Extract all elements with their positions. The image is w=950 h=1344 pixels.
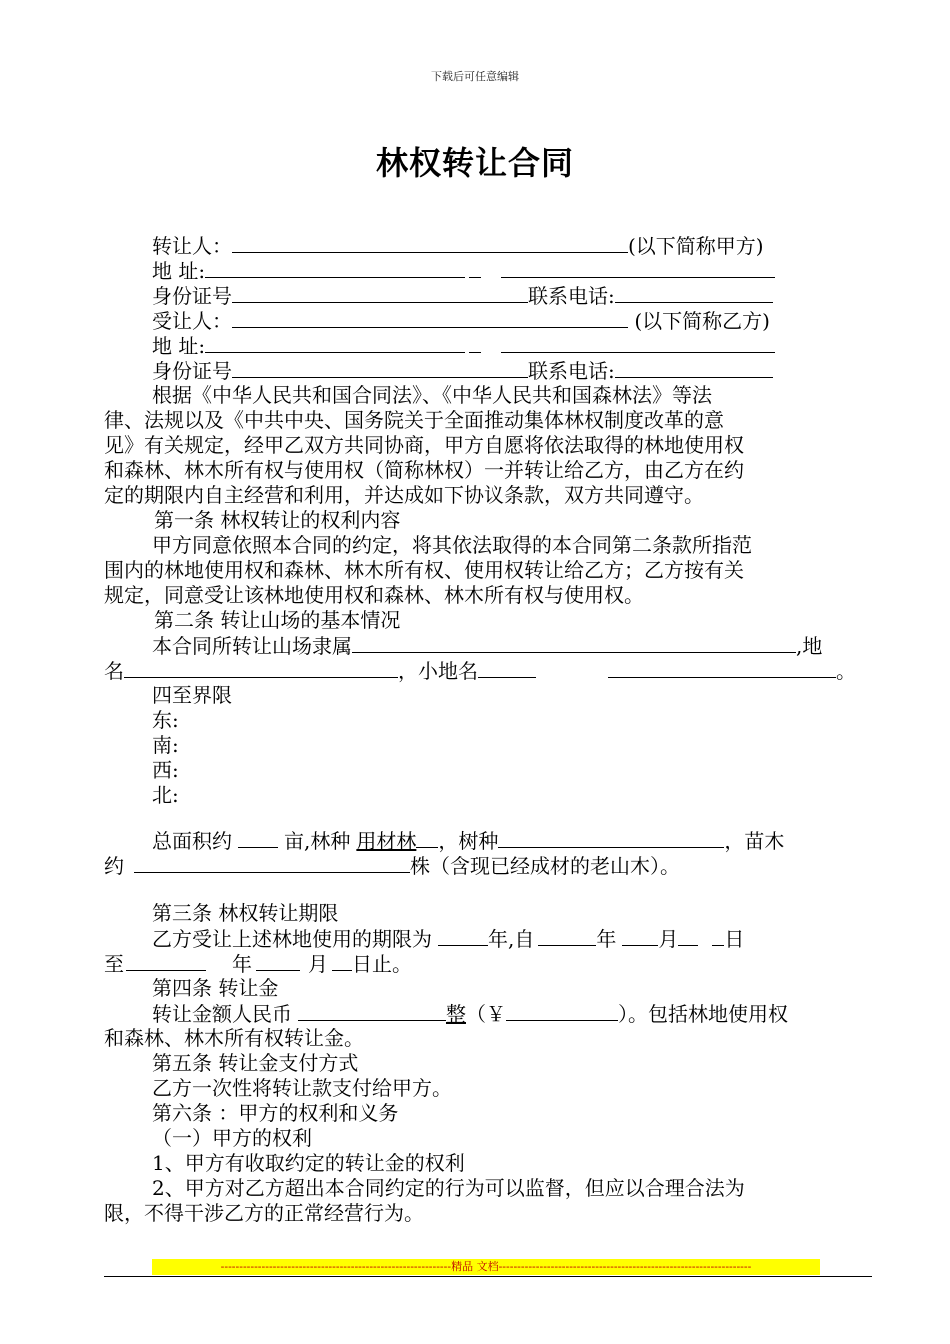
article-3-line-1 [152, 926, 744, 951]
amount-figure-blank-2[interactable] [598, 1001, 618, 1021]
boundary-east: 东: [152, 708, 179, 732]
end-year-label: 年 [232, 952, 252, 976]
mountain-affiliation-blank[interactable] [352, 633, 796, 653]
transferor-id-blank-2[interactable] [252, 283, 528, 303]
article-5-title: 第五条 转让金支付方式 [152, 1051, 359, 1075]
article-4-line-2: 和森林、林木所有权转让金。 [104, 1026, 364, 1050]
forest-type-label: 亩,林种 [284, 829, 351, 853]
footer-dashes-left: -------------------------------------------------------------- [220, 1260, 452, 1273]
start-day-blank-2[interactable] [712, 926, 724, 946]
article-6-title: 第六条 ：甲方的权利和义务 [152, 1101, 399, 1125]
transferee-blank-1[interactable] [232, 308, 280, 328]
article-1-line-3: 规定，同意受让该林地使用权和森林、林木所有权与使用权。 [104, 583, 644, 607]
transferee-label: 受让人： [152, 309, 232, 333]
transferor-blank-1[interactable] [232, 233, 280, 253]
area-line-2 [104, 853, 680, 878]
transferor-blank-3[interactable] [510, 233, 628, 253]
amount-figure-blank[interactable] [506, 1001, 598, 1021]
amount-label: 转让金额人民币 [152, 1002, 292, 1026]
article-6-item-2-line-2: 限，不得干涉乙方的正常经营行为。 [104, 1201, 424, 1225]
seedling-count-suffix: 株（含现已经成材的老山木）。 [410, 854, 680, 878]
transferor-id-blank-1[interactable] [232, 283, 252, 303]
transferor-phone-blank[interactable] [615, 283, 725, 303]
small-place-name-blank-2[interactable] [608, 658, 836, 678]
intro-line-3: 见》有关规定，经甲乙双方共同协商，甲方自愿将依法取得的林地使用权 [104, 433, 744, 457]
transferee-phone-label: 联系电话: [528, 359, 615, 383]
transferor-address-blank-3[interactable] [501, 258, 775, 278]
start-year-label: 年 [596, 927, 617, 951]
forest-type-value[interactable]: 用材林 [356, 829, 417, 853]
start-month-label: 月 [658, 927, 679, 951]
boundary-south: 南: [152, 733, 179, 757]
end-month-blank[interactable] [256, 951, 300, 971]
transferor-address-blank-1[interactable] [205, 258, 465, 278]
small-place-name-end: 。 [836, 659, 856, 683]
transferor-blank-2[interactable] [280, 233, 510, 253]
small-place-name-blank-1[interactable] [478, 658, 536, 678]
tree-species-blank-1[interactable] [498, 828, 520, 848]
transferor-suffix: (以下简称甲方) [628, 234, 764, 258]
transferee-address-blank-1[interactable] [205, 333, 465, 353]
transferee-address-label: 地 址: [152, 334, 206, 358]
term-label: 乙方受让上述林地使用的期限为 [152, 927, 432, 951]
amount-yuan-label: （￥ [466, 1002, 506, 1026]
seedling-count-blank[interactable] [134, 853, 410, 873]
article-6-item-2-line-1: 2、甲方对乙方超出本合同约定的行为可以监督，但应以合理合法为 [152, 1176, 745, 1200]
document-title: 林权转让合同 [375, 144, 574, 182]
boundary-title: 四至界限 [152, 683, 232, 707]
transferor-address-blank-2[interactable] [469, 258, 481, 278]
article-2-line-1 [152, 633, 822, 658]
transferor-line [152, 233, 764, 258]
article-6-item-1: 1、甲方有收取约定的转让金的权利 [152, 1151, 465, 1175]
transferor-phone-label: 联系电话: [528, 284, 615, 308]
tree-species-blank-2[interactable] [520, 828, 724, 848]
transferee-phone-blank-3[interactable] [735, 358, 773, 378]
transferee-line [152, 308, 770, 333]
transferee-id-line [152, 358, 773, 383]
amount-suffix: ）。包括林地使用权 [618, 1002, 788, 1026]
transferee-phone-blank-1[interactable] [615, 358, 691, 378]
transferor-id-label: 身份证号 [152, 284, 232, 308]
amount-words-blank[interactable] [298, 1001, 446, 1021]
tree-species-label: ，树种 [438, 829, 499, 853]
article-4-line-1 [152, 1001, 788, 1026]
boundary-north: 北: [152, 783, 179, 807]
transferee-address-blank-3[interactable] [501, 333, 775, 353]
start-day-label: 日 [724, 927, 745, 951]
article-5-body: 乙方一次性将转让款支付给甲方。 [152, 1076, 452, 1100]
seedling-label: ，苗木 [724, 829, 785, 853]
article-3-line-2 [104, 951, 412, 976]
article-1-line-1: 甲方同意依照本合同的约定，将其依法取得的本合同第二条款所指范 [152, 533, 752, 557]
transferor-address-label: 地 址: [152, 259, 206, 283]
seedling-label-end: 约 [104, 854, 124, 878]
intro-line-4: 和森林、林木所有权与使用权（简称林权）一并转让给乙方，由乙方在约 [104, 458, 744, 482]
small-place-name-label: ，小地名 [398, 659, 478, 683]
end-label: 至 [104, 952, 124, 976]
footer-watermark [152, 1259, 820, 1275]
end-day-blank[interactable] [332, 951, 352, 971]
article-4-title: 第四条 转让金 [152, 976, 279, 1000]
start-day-blank-1[interactable] [678, 926, 698, 946]
boundary-west: 西: [152, 758, 179, 782]
page-header-note: 下载后可任意编辑 [431, 70, 519, 83]
amount-zheng: 整 [446, 1002, 466, 1026]
start-month-blank[interactable] [622, 926, 658, 946]
article-2-title: 第二条 转让山场的基本情况 [154, 608, 401, 632]
end-day-label: 日止。 [352, 952, 412, 976]
term-from-label: 年,自 [488, 927, 535, 951]
article-3-title: 第三条 林权转让期限 [152, 901, 339, 925]
intro-line-2: 律、法规以及《中共中央、国务院关于全面推动集体林权制度改革的意 [104, 408, 724, 432]
footer-rule [104, 1276, 872, 1277]
transferee-address-line [152, 333, 775, 358]
transferee-blank-2[interactable] [280, 308, 510, 328]
place-name-label-start: ,地 [796, 634, 823, 658]
place-name-blank[interactable] [124, 658, 398, 678]
end-month-label: 月 [308, 952, 328, 976]
transferee-suffix: (以下简称乙方) [628, 309, 770, 333]
area-label: 总面积约 [152, 829, 232, 853]
place-name-label-end: 名 [104, 659, 124, 683]
article-1-title: 第一条 林权转让的权利内容 [154, 508, 401, 532]
footer-dashes-right: -------------------------------------------------------------------- [498, 1260, 752, 1273]
start-year-blank[interactable] [538, 926, 596, 946]
forest-type-blank[interactable] [416, 828, 438, 848]
article-2-line-2 [104, 658, 856, 683]
term-years-blank[interactable] [438, 926, 488, 946]
transferee-blank-3[interactable] [510, 308, 628, 328]
article-1-line-2: 围内的林地使用权和森林、林木所有权、使用权转让给乙方；乙方按有关 [104, 558, 744, 582]
transferor-address-line [152, 258, 775, 283]
article-6-subtitle: （一）甲方的权利 [152, 1126, 312, 1150]
transferee-id-blank[interactable] [232, 358, 528, 378]
area-line-1 [152, 828, 784, 853]
mountain-affiliation-label: 本合同所转让山场隶属 [152, 634, 352, 658]
intro-line-1: 根据《中华人民共和国合同法》、《中华人民共和国森林法》等法 [152, 383, 712, 407]
transferor-label: 转让人： [152, 234, 232, 258]
intro-line-5: 定的期限内自主经营和利用，并达成如下协议条款，双方共同遵守。 [104, 483, 704, 507]
end-year-blank[interactable] [126, 951, 206, 971]
transferee-id-label: 身份证号 [152, 359, 232, 383]
transferee-phone-blank-2[interactable] [691, 358, 735, 378]
transferor-phone-blank-2[interactable] [725, 283, 773, 303]
transferor-id-line [152, 283, 773, 308]
transferee-address-blank-2[interactable] [469, 333, 481, 353]
area-blank[interactable] [238, 828, 278, 848]
footer-label: 精品 文档 [451, 1260, 499, 1273]
